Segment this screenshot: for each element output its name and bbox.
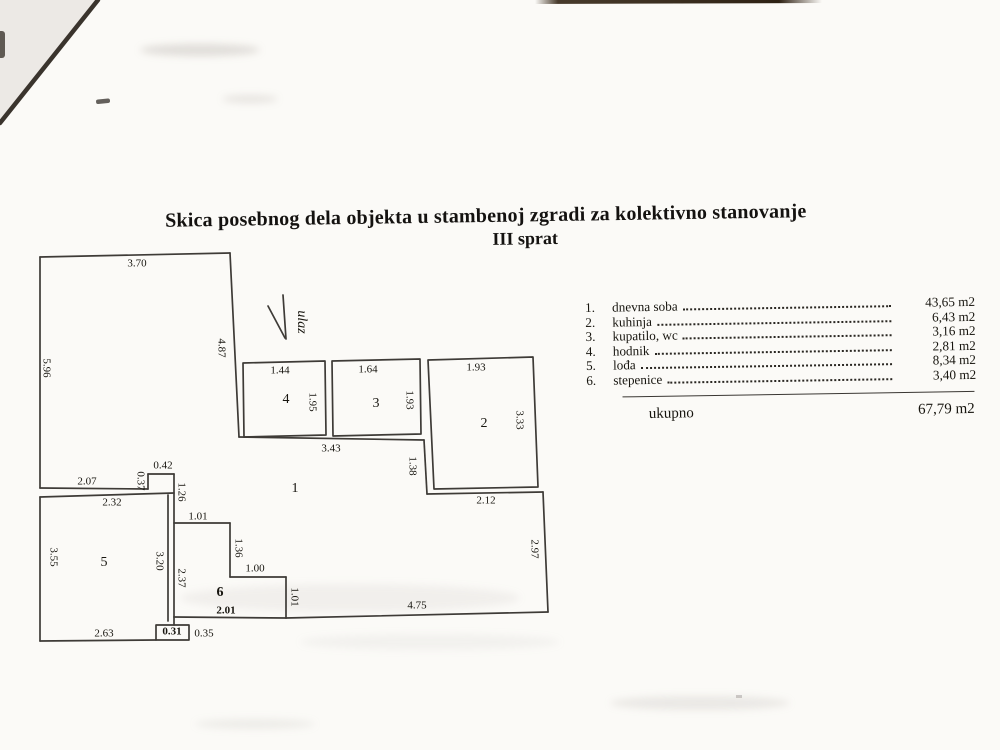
room-number-label: 1 bbox=[291, 481, 299, 497]
dimension-label: 3.20 bbox=[153, 551, 166, 571]
legend-item-number: 4. bbox=[585, 343, 596, 359]
dimension-label: 1.36 bbox=[232, 538, 245, 558]
dimension-label: 0.42 bbox=[153, 459, 173, 472]
wall-line bbox=[40, 253, 230, 257]
legend-total-value: 67,79 m2 bbox=[917, 400, 975, 418]
legend-item-label: stepenice bbox=[613, 371, 663, 388]
wall-line bbox=[283, 295, 286, 339]
dimension-label: 2.07 bbox=[77, 475, 97, 488]
legend-item-value: 3,16 m2 bbox=[932, 323, 976, 339]
wall-line bbox=[239, 437, 424, 440]
legend-total-label: ukupno bbox=[648, 404, 694, 422]
legend-item-number: 1. bbox=[584, 299, 596, 315]
wall-line bbox=[174, 617, 286, 618]
room-number-label: 6 bbox=[216, 585, 224, 601]
legend-item-value: 2,81 m2 bbox=[932, 337, 976, 354]
legend-dotted-leader bbox=[654, 349, 891, 355]
dimension-label: 5.96 bbox=[40, 358, 53, 378]
dimension-label: 1.93 bbox=[466, 361, 486, 374]
room-number-label: 4 bbox=[282, 392, 290, 408]
wall-line bbox=[230, 253, 239, 437]
dimension-label: 3.70 bbox=[127, 257, 147, 270]
dimension-label: 2.63 bbox=[94, 627, 114, 640]
wall-line bbox=[543, 492, 548, 612]
dimension-label: 4.87 bbox=[215, 338, 228, 358]
legend-item-label: kuhinja bbox=[612, 313, 653, 330]
dimension-label: 2.97 bbox=[528, 539, 541, 559]
legend-items bbox=[585, 295, 976, 389]
legend-item-label: dnevna soba bbox=[611, 298, 678, 315]
legend-item-value: 8,34 m2 bbox=[932, 352, 977, 368]
dimension-label: 1.01 bbox=[288, 587, 301, 607]
room-number-label: 3 bbox=[372, 396, 380, 412]
dimension-label: 4.75 bbox=[407, 599, 427, 612]
legend-item-value: 43,65 m2 bbox=[925, 293, 976, 310]
legend-item-number: 3. bbox=[585, 329, 596, 345]
dimension-label: 2.12 bbox=[476, 494, 496, 507]
wall-line bbox=[286, 612, 548, 618]
dimension-label: 2.37 bbox=[175, 568, 188, 588]
legend-dotted-leader bbox=[657, 320, 891, 326]
legend-item-value: 6,43 m2 bbox=[931, 308, 976, 325]
dimension-label: 1.44 bbox=[270, 364, 290, 377]
dimension-label: 0.37 bbox=[134, 471, 147, 491]
wall-line bbox=[40, 488, 148, 489]
legend-total-rule bbox=[622, 390, 974, 397]
dimension-label: 1.93 bbox=[403, 390, 416, 410]
wall-line bbox=[40, 640, 156, 641]
dimension-label: 3.43 bbox=[321, 442, 341, 455]
floor-subtitle: III sprat bbox=[492, 227, 559, 249]
legend-dotted-leader bbox=[641, 364, 892, 370]
dimension-label: 0.35 bbox=[194, 627, 214, 640]
wall-line bbox=[424, 440, 427, 494]
legend-item-number: 6. bbox=[586, 372, 597, 388]
dimension-label: 0.31 bbox=[162, 625, 182, 638]
dimension-label: 2.01 bbox=[216, 604, 236, 617]
dimension-label: 1.38 bbox=[406, 456, 419, 476]
dimension-label: 3.55 bbox=[47, 547, 60, 567]
wall-line bbox=[268, 306, 285, 338]
dimension-label: 1.00 bbox=[245, 562, 265, 575]
legend-dotted-leader bbox=[683, 305, 891, 310]
dimension-label: 1.26 bbox=[175, 482, 188, 502]
legend-item-label: kupatilo, wc bbox=[612, 327, 678, 344]
dimension-label: 1.95 bbox=[306, 392, 319, 412]
dimension-label: 2.32 bbox=[102, 496, 122, 509]
legend-dotted-leader bbox=[683, 334, 892, 339]
document-title: Skica posebnog dela objekta u stambenoj zgradi za kolektivno stanovanje bbox=[164, 200, 807, 232]
dimension-label: 1.64 bbox=[358, 363, 378, 376]
legend-item-label: hodnik bbox=[612, 342, 650, 359]
room-number-label: 5 bbox=[100, 555, 108, 571]
legend-dotted-leader bbox=[667, 378, 892, 384]
entrance-label: ulaz bbox=[293, 310, 309, 334]
room-number-label: 2 bbox=[480, 416, 488, 432]
legend-item-number: 2. bbox=[585, 314, 596, 330]
room-area-legend bbox=[585, 295, 977, 424]
dimension-label: 3.33 bbox=[513, 410, 526, 430]
legend-item-number: 5. bbox=[585, 358, 597, 374]
legend-item-value: 3,40 m2 bbox=[932, 366, 977, 383]
legend-item-label: lođa bbox=[612, 357, 636, 373]
dimension-label: 1.01 bbox=[188, 510, 208, 523]
